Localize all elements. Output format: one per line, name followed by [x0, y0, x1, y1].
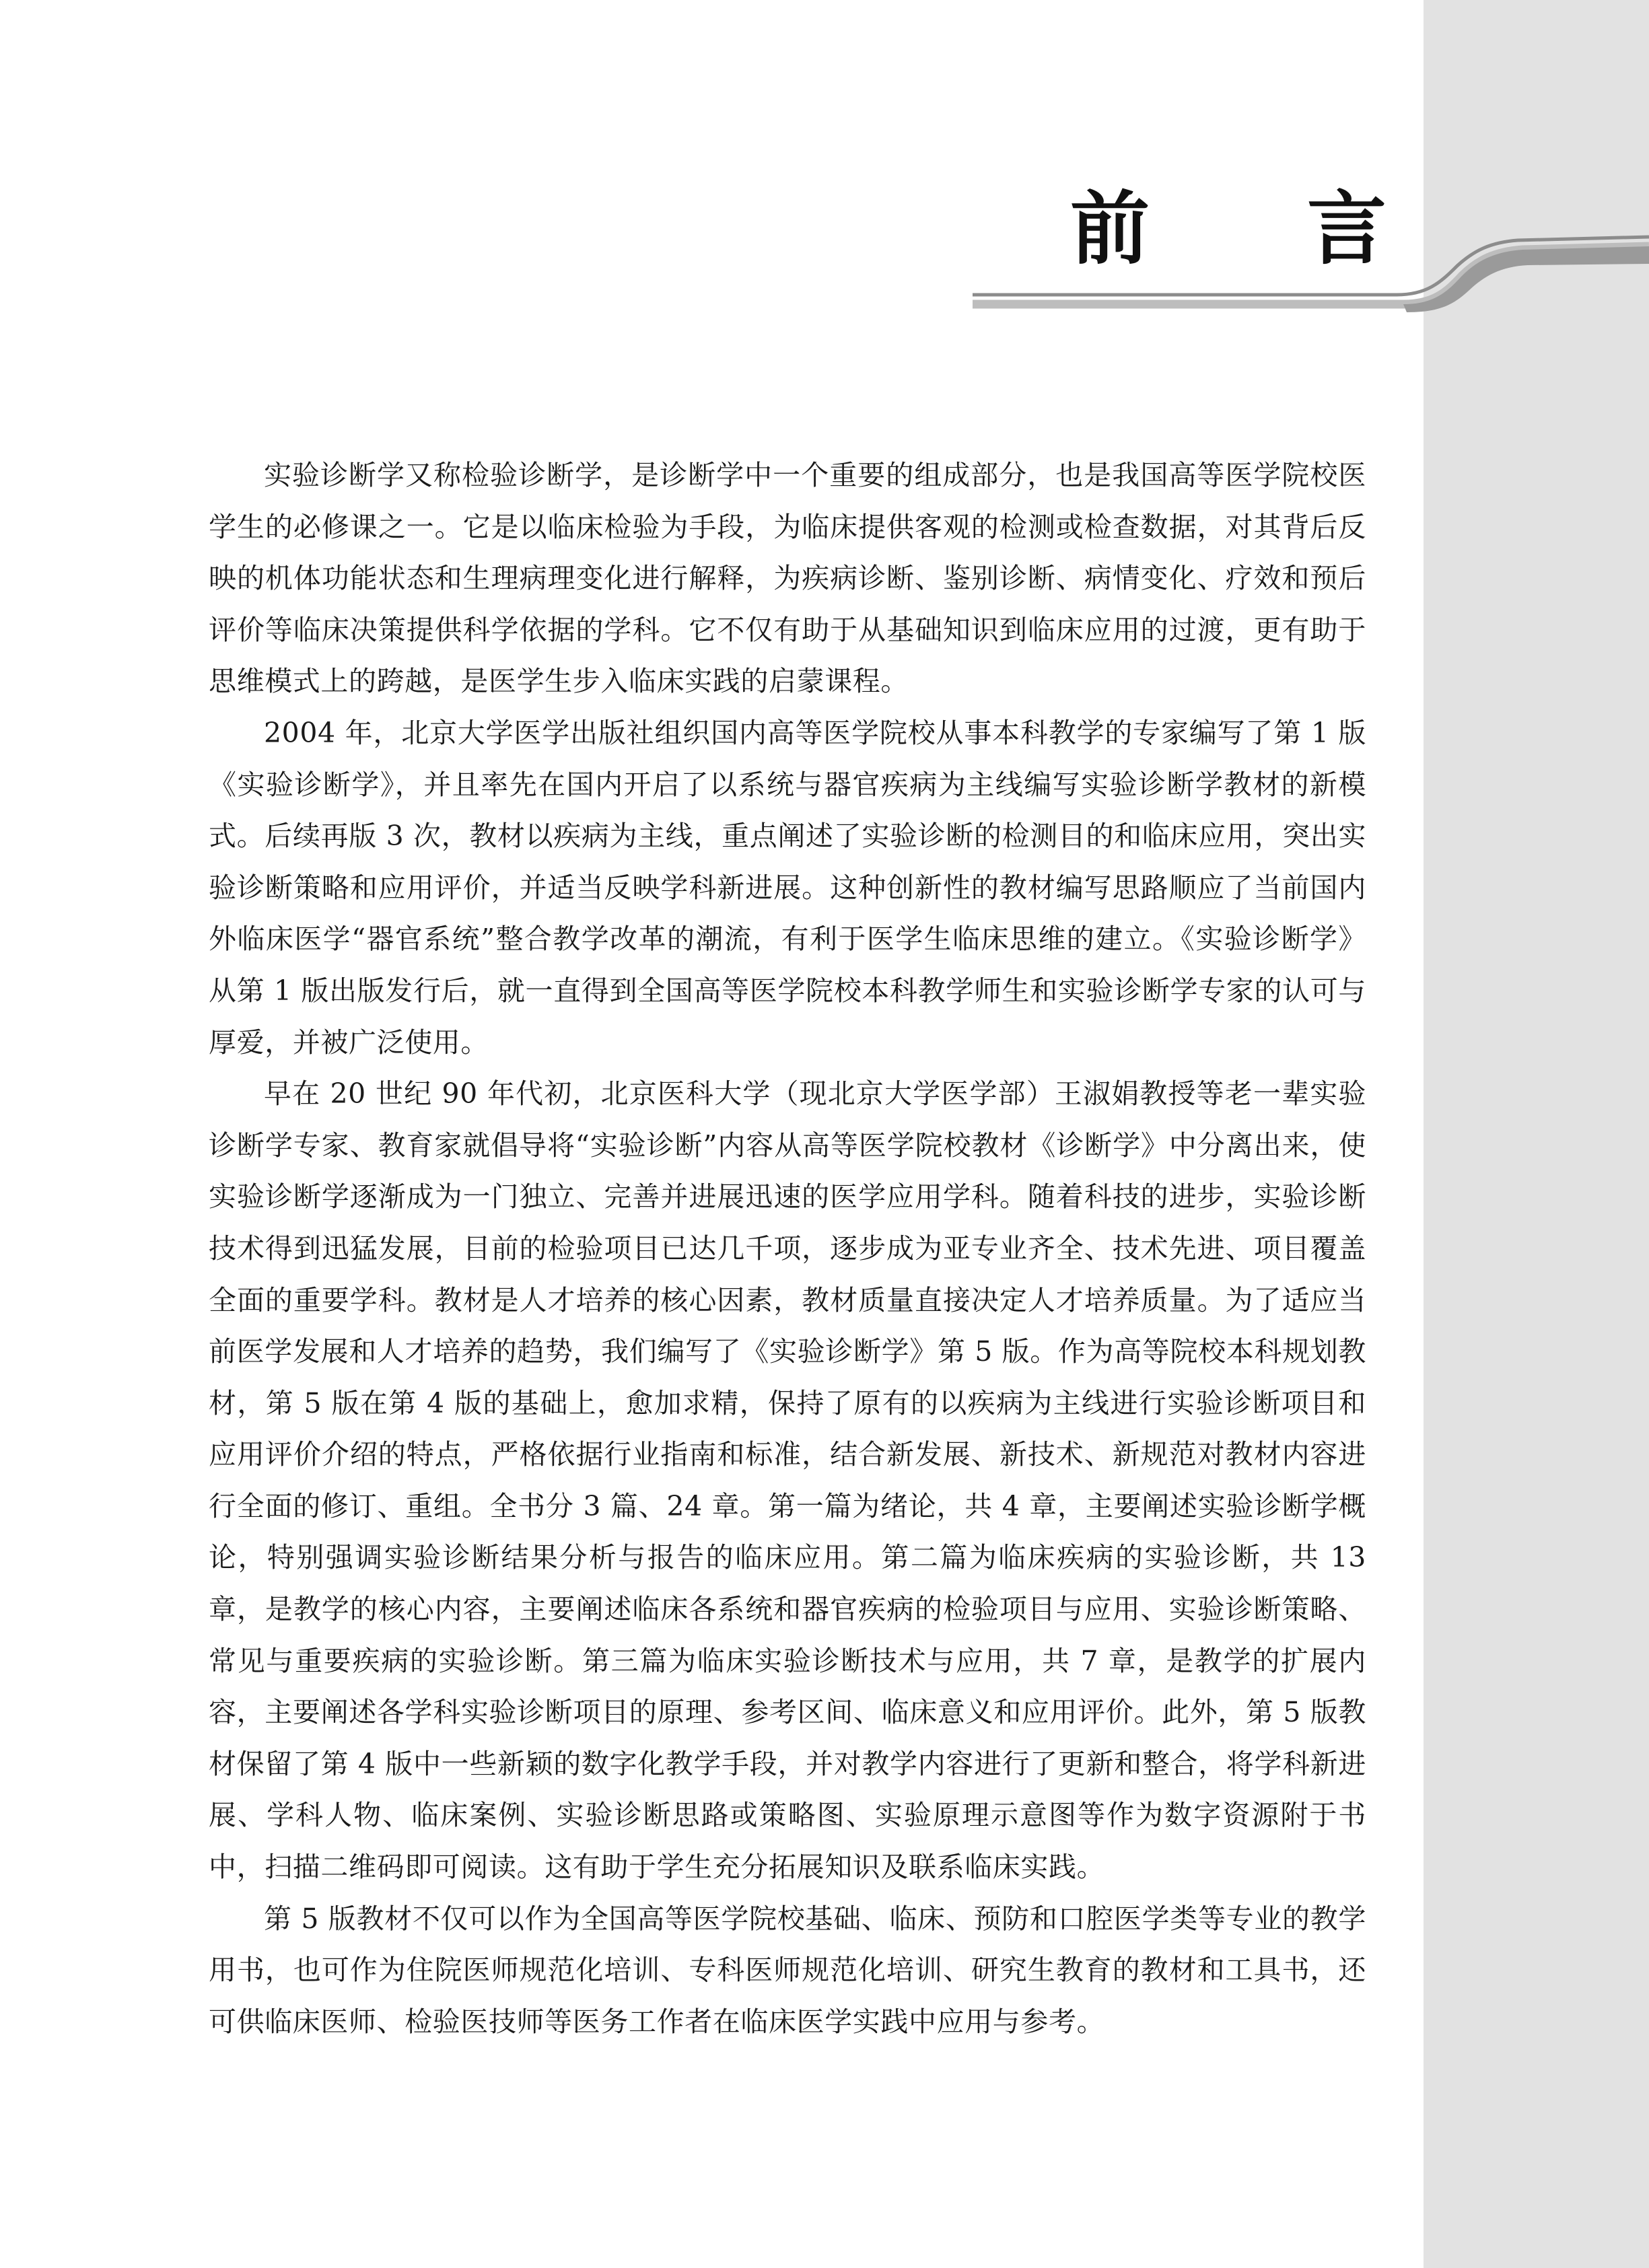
page-title-char-2: 言 [1306, 182, 1387, 275]
paragraph-4: 第 5 版教材不仅可以作为全国高等医学院校基础、临床、预防和口腔医学类等专业的教学用书，也可作为住院医师规范化培训、专科医师规范化培训、研究生教育的教材和工具书，还可供临床医师、检验医技师等医务工作者在临床医学实践中应用与参考。 [209, 1902, 1366, 2038]
page-title [1070, 182, 1387, 276]
paragraph-1: 实验诊断学又称检验诊断学，是诊断学中一个重要的组成部分，也是我国高等医学院校医学生的必修课之一。它是以临床检验为手段，为临床提供客观的检测或检查数据，对其背后反映的机体功能状态和生理病理变化进行解释，为疾病诊断、鉴别诊断、病情变化、疗效和预后评价等临床决策提供科学依据的学科。它不仅有助于从基础知识到临床应用的过渡，更有助于思维模式上的跨越，是医学生步入临床实践的启蒙课程。 [209, 459, 1366, 698]
page-title-char-1: 前 [1070, 182, 1150, 275]
paragraph-2: 2004 年，北京大学医学出版社组织国内高等医学院校从事本科教学的专家编写了第 1 版《实验诊断学》，并且率先在国内开启了以系统与器官疾病为主线编写实验诊断学教材的新模式。后续再版 3 次，教材以疾病为主线，重点阐述了实验诊断的检测目的和临床应用，突出实验诊断策略和应用评价，并适当反映学科新进展。这种创新性的教材编写思路顺应了当前国内外临床医学“器官系统”整合教学改革的潮流，有利于医学生临床思维的建立。《实验诊断学》从第 1 版出版发行后，就一直得到全国高等医学院校本科教学师生和实验诊断学专家的认可与厚爱，并被广泛使用。 [209, 716, 1366, 1059]
heading-swoosh-decoration [0, 0, 1649, 323]
paragraph-3: 早在 20 世纪 90 年代初，北京医科大学（现北京大学医学部）王淑娟教授等老一辈实验诊断学专家、教育家就倡导将“实验诊断”内容从高等医学院校教材《诊断学》中分离出来，使实验诊断学逐渐成为一门独立、完善并进展迅速的医学应用学科。随着科技的进步，实验诊断技术得到迅猛发展，目前的检验项目已达几千项，逐步成为亚专业齐全、技术先进、项目覆盖全面的重要学科。教材是人才培养的核心因素，教材质量直接决定人才培养质量。为了适应当前医学发展和人才培养的趋势，我们编写了《实验诊断学》第 5 版。作为高等院校本科规划教材，第 5 版在第 4 版的基础上，愈加求精，保持了原有的以疾病为主线进行实验诊断项目和应用评价介绍的特点，严格依据行业指南和标准，结合新发展、新技术、新规范对教材内容进行全面的修订、重组。全书分 3 篇、24 章。第一篇为绪论，共 4 章，主要阐述实验诊断学概论，特别强调实验诊断结果分析与报告的临床应用。第二篇为临床疾病的实验诊断，共 13 章，是教学的核心内容，主要阐述临床各系统和器官疾病的检验项目与应用、实验诊断策略、常见与重要疾病的实验诊断。第三篇为临床实验诊断技术与应用，共 7 章，是教学的扩展内容，主要阐述各学科实验诊断项目的原理、参考区间、临床意义和应用评价。此外，第 5 版教材保留了第 4 版中一些新颖的数字化教学手段，并对教学内容进行了更新和整合，将学科新进展、学科人物、临床案例、实验诊断思路或策略图、实验原理示意图等作为数字资源附于书中，扫描二维码即可阅读。这有助于学生充分拓展知识及联系临床实践。 [209, 1077, 1366, 1884]
preface-body [209, 450, 1366, 2047]
page-side-margin [1424, 0, 1649, 2268]
chapter-heading [0, 0, 1649, 323]
